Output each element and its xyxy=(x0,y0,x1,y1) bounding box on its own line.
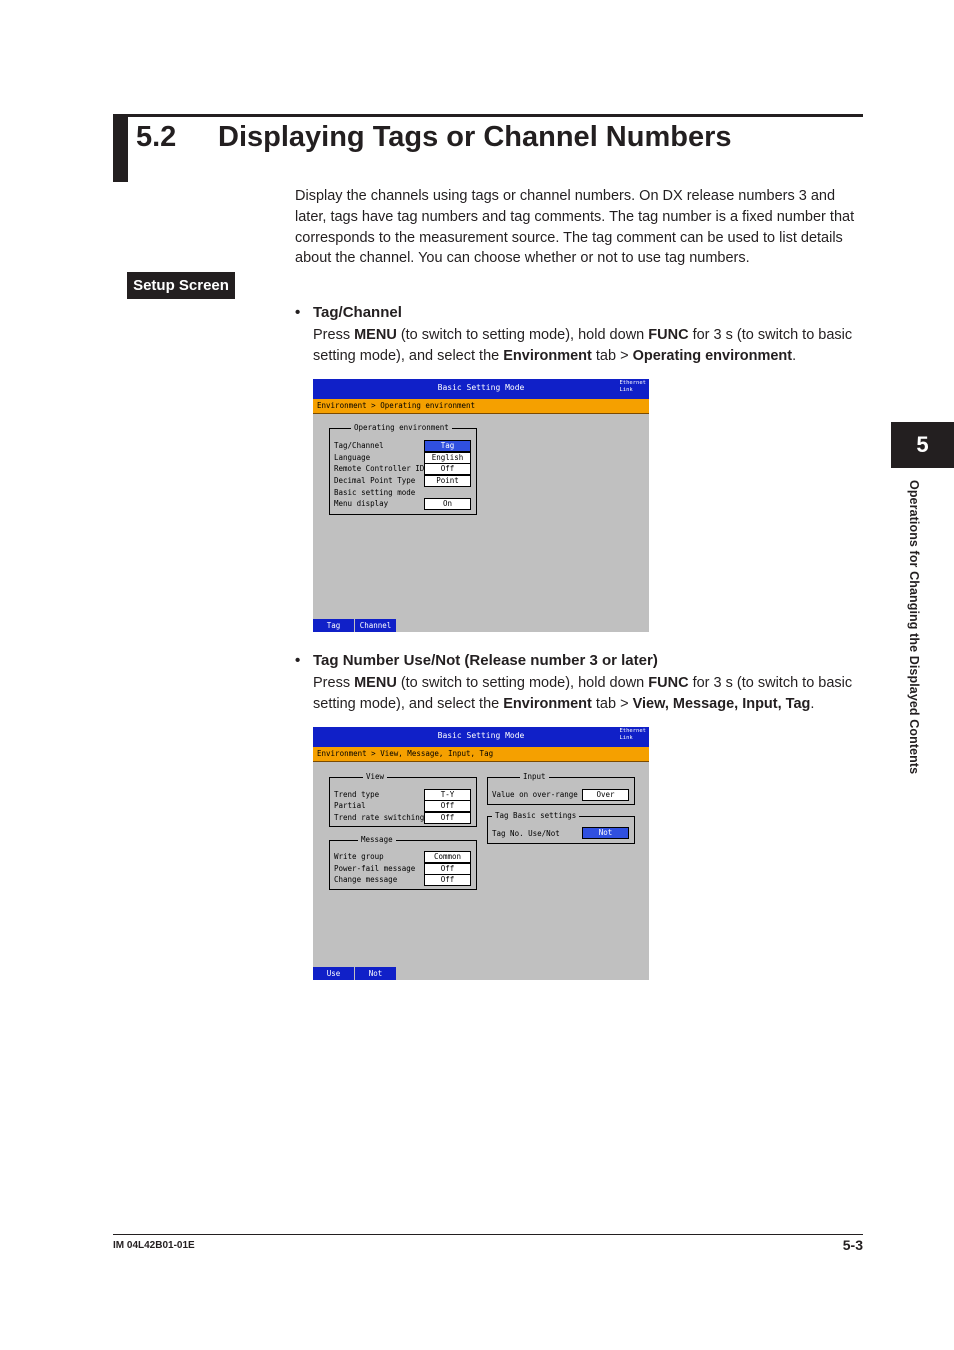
bullet-body-1: Press MENU (to switch to setting mode), hold down FUNC for 3 s (to switch to basic setting mode), and select the Environment tab > Operating environment. xyxy=(313,327,853,364)
softkey-tag[interactable]: Tag xyxy=(313,619,355,632)
screen-operating-environment xyxy=(313,379,649,632)
group-legend: Operating environment xyxy=(351,423,452,432)
chapter-side-title: Operations for Changing the Displayed Contents xyxy=(907,480,921,775)
bullet-dot: • xyxy=(295,652,301,669)
section-title: Displaying Tags or Channel Numbers xyxy=(218,121,732,153)
row-label: Decimal Point Type xyxy=(334,476,416,485)
group-legend: Tag Basic settings xyxy=(492,811,579,820)
screen-breadcrumb: Environment > View, Message, Input, Tag xyxy=(313,747,649,762)
remote-controller-id-field[interactable]: Off xyxy=(424,463,471,475)
group-legend: Input xyxy=(520,772,549,781)
softkey-channel[interactable]: Channel xyxy=(355,619,397,632)
write-group-field[interactable]: Common xyxy=(424,851,471,863)
screen-title: Basic Setting Mode xyxy=(437,731,525,740)
row-label: Remote Controller ID xyxy=(334,464,425,473)
bullet-dot: • xyxy=(295,304,301,321)
tag-channel-field[interactable]: Tag xyxy=(424,440,471,452)
row-label: Trend type xyxy=(334,790,380,799)
softkey-not[interactable]: Not xyxy=(355,967,397,980)
row-label: Partial xyxy=(334,801,366,810)
row-label: Language xyxy=(334,453,371,462)
intro-paragraph: Display the channels using tags or channel numbers. On DX release numbers 3 and later, tags have tag numbers and tag comments. The tag number is a fixed number that corresponds to the measurement source. The tag comment can be used to list details about the channel. You can choose whether or not to use tag numbers. xyxy=(295,188,855,267)
row-label: Menu display xyxy=(334,499,389,508)
row-label: Tag No. Use/Not xyxy=(492,829,560,838)
ethernet-link-indicator: Ethernet Link xyxy=(619,380,646,393)
menu-display-field[interactable]: On xyxy=(424,498,471,510)
screen-breadcrumb: Environment > Operating environment xyxy=(313,399,649,414)
tag-no-use-not-field[interactable]: Not xyxy=(582,827,629,839)
section-number: 5.2 xyxy=(136,121,177,153)
language-field[interactable]: English xyxy=(424,452,471,464)
value-on-over-range-field[interactable]: Over xyxy=(582,789,629,801)
row-label: Tag/Channel xyxy=(334,441,384,450)
bullet-title-1 xyxy=(295,304,402,321)
partial-field[interactable]: Off xyxy=(424,800,471,812)
decimal-point-type-field[interactable]: Point xyxy=(424,475,471,487)
ethernet-link-indicator: Ethernet Link xyxy=(619,728,646,741)
header-rule xyxy=(113,114,863,117)
screen-title-bar xyxy=(313,727,649,747)
screen-title-bar xyxy=(313,379,649,399)
group-legend: View xyxy=(363,772,387,781)
trend-rate-switching-field[interactable]: Off xyxy=(424,812,471,824)
group-legend: Message xyxy=(358,835,396,844)
trend-type-field[interactable]: T-Y xyxy=(424,789,471,801)
screen-title: Basic Setting Mode xyxy=(437,383,525,392)
row-label: Change message xyxy=(334,875,398,884)
footer-rule xyxy=(113,1234,863,1235)
header-bar xyxy=(113,114,128,182)
screen-view-message-input-tag xyxy=(313,727,649,980)
document-number: IM 04L42B01-01E xyxy=(113,1240,195,1251)
setup-screen-label: Setup Screen xyxy=(127,272,235,299)
row-label: Power-fail message xyxy=(334,864,416,873)
row-label: Basic setting mode xyxy=(334,488,416,497)
row-label: Value on over-range xyxy=(492,790,578,799)
power-fail-message-field[interactable]: Off xyxy=(424,863,471,875)
row-label: Trend rate switching xyxy=(334,813,425,822)
change-message-field[interactable]: Off xyxy=(424,874,471,886)
chapter-tab: 5 xyxy=(891,422,954,468)
bullet-body-2: Press MENU (to switch to setting mode), hold down FUNC for 3 s (to switch to basic setting mode), and select the Environment tab > View, Message, Input, Tag. xyxy=(313,675,853,712)
bullet-title-text: Tag/Channel xyxy=(313,304,402,321)
softkey-use[interactable]: Use xyxy=(313,967,355,980)
row-label: Write group xyxy=(334,852,384,861)
page-number: 5-3 xyxy=(842,1237,863,1253)
bullet-title-text: Tag Number Use/Not (Release number 3 or later) xyxy=(313,652,658,669)
bullet-title-2 xyxy=(295,652,658,669)
